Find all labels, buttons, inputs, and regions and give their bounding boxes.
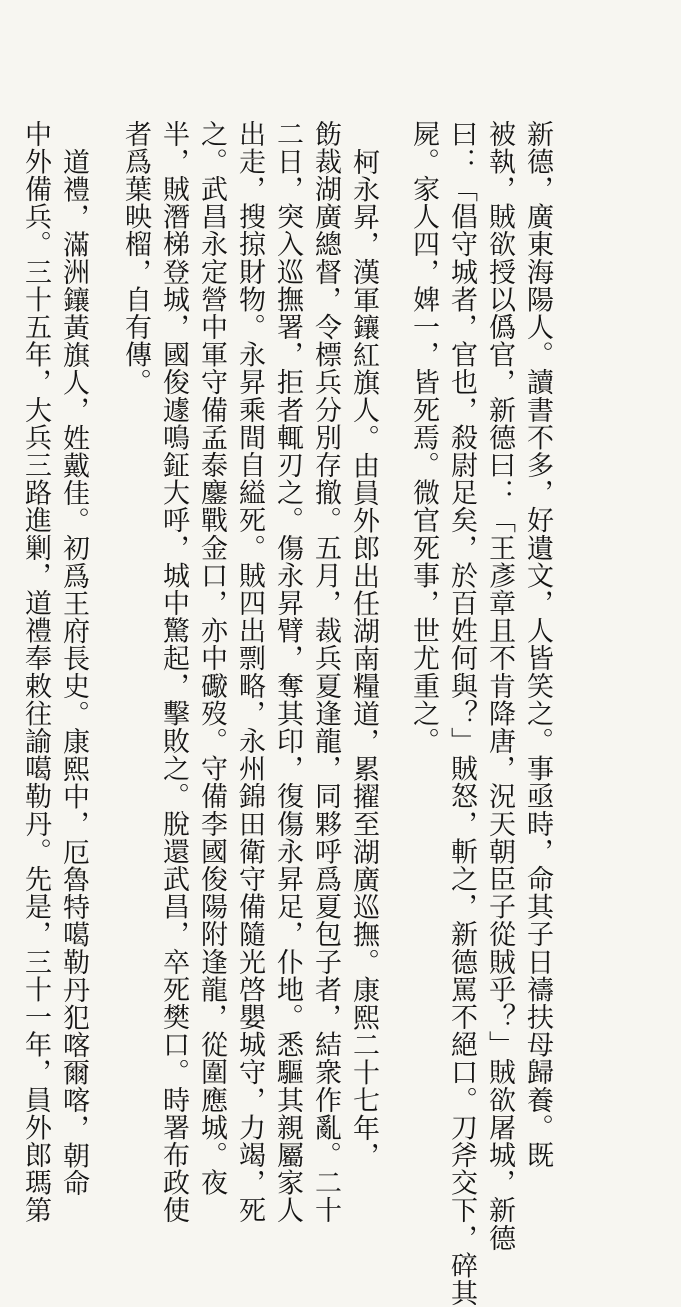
page-number	[0, 840, 2, 915]
chapter-title	[0, 170, 1, 275]
section-title	[0, 299, 1, 344]
text-column-6: 飭裁湖廣總督，令標兵分別存撤。五月，裁兵夏逢龍，同夥呼爲夏包子者，結衆作亂。二十	[310, 120, 341, 1224]
text-column-10: 半，賊潛梯登城，國俊遽鳴鉦大呼，城中驚起，擊敗之。脫還武昌，卒死樊口。時署布政使	[158, 120, 189, 1224]
text-column-3: 曰：「倡守城者，官也，殺尉足矣，於百姓何與？」賊怒，斬之，新德罵不絕口。刀斧交下，碎其	[446, 120, 477, 1307]
text-column-11: 者爲葉映榴，自有傳。	[120, 120, 151, 396]
text-column-13: 中外備兵。三十五年，大兵三路進剿，道禮奉敕往諭噶勒丹。先是，三十一年，員外郎瑪第	[20, 120, 51, 1224]
text-column-1: 新德，廣東海陽人。讀書不多，好遺文，人皆笑之。事亟時，命其子日禱扶母歸養。既	[522, 120, 553, 1169]
text-column-7: 二日，突入巡撫署，拒者輒刃之。傷永昇臂，奪其印，復傷永昇足，仆地。悉驅其親屬家人	[272, 120, 303, 1224]
running-header	[0, 170, 2, 344]
text-column-4: 屍。家人四，婢一，皆死焉。微官死事，世尤重之。	[408, 120, 439, 755]
text-column-5: 柯永昇，漢軍鑲紅旗人。由員外郎出任湖南糧道，累擢至湖廣巡撫。康熙二十七年，	[348, 148, 379, 1170]
text-column-9: 之。武昌永定營中軍守備孟泰鏖戰金口，亦中礮歿。守備李國俊陽附逢龍，從圍應城。夜	[196, 120, 227, 1197]
text-column-8: 出走，搜掠財物。永昇乘間自縊死。賊四出剽略，永州錦田衛守備隨光啓嬰城守，力竭，死	[234, 120, 265, 1224]
text-column-12: 道禮，滿洲鑲黃旗人，姓戴佳。初爲王府長史。康熙中，厄魯特噶勒丹犯喀爾喀，朝命	[58, 148, 89, 1197]
text-column-2: 被執，賊欲授以僞官，新德曰：「王彥章且不肯降唐，況天朝臣子從賊乎？」賊欲屠城，新德	[484, 120, 515, 1252]
